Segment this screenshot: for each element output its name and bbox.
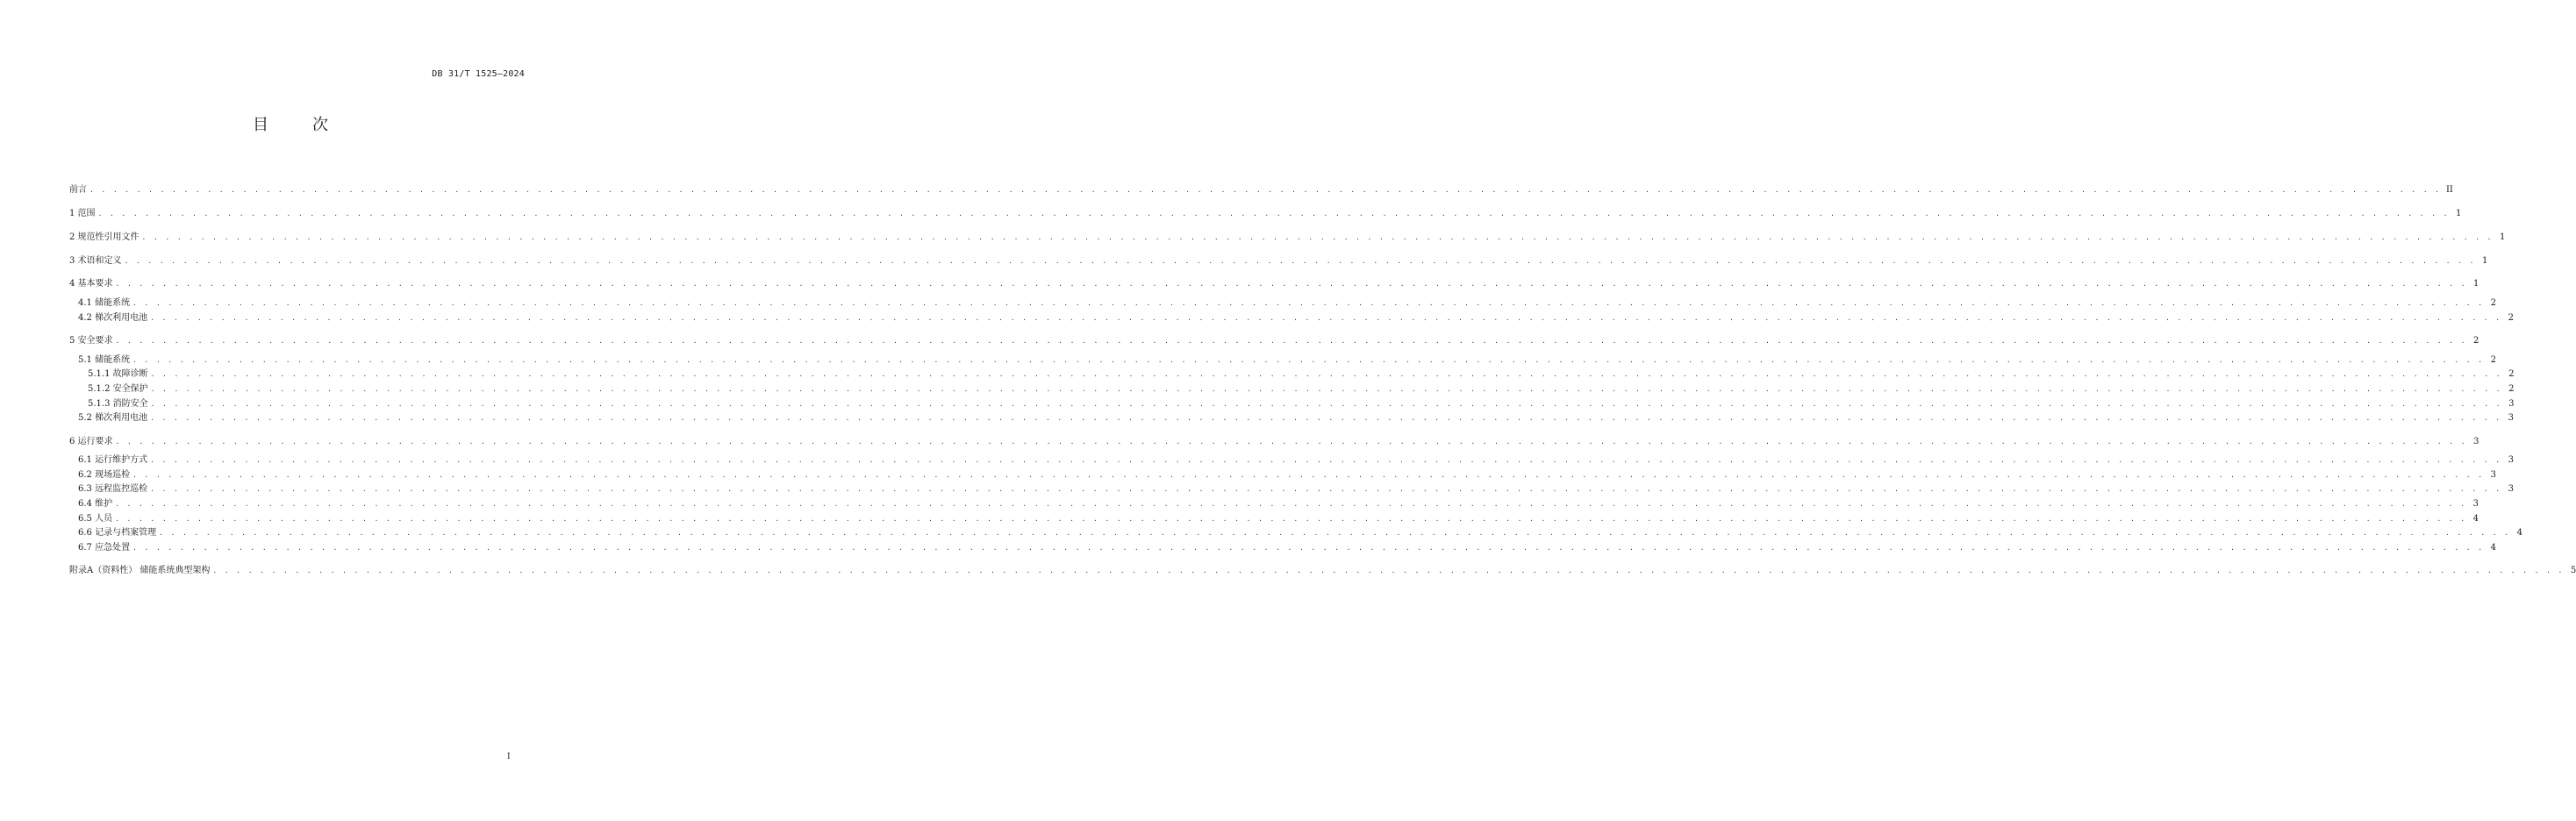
toc-entry[interactable]	[69, 512, 2479, 526]
toc-entry[interactable]	[69, 468, 2496, 482]
toc-entry-page: 1	[2473, 279, 2479, 289]
toc-entry-label: 5.1.1 故障诊断	[88, 369, 148, 379]
toc-entry[interactable]	[69, 277, 2479, 291]
page-number: I	[507, 753, 511, 761]
toc-leader-dots: . . . . . . . . . . . . . . . . . . . . . . . . . . . . . . . . . . . . . . . . . . . . . . . . . . . . . . . . . . . . . . . . . . . . . . . . . . . . . . . . . . . . . . . . . . . . . . . . . . . . . . . . . . . . . . . . . . . . . . . . . . . . . . . . . . . . . . . . . . . . . . . . . . . . . . . . . . . . . . . . . . . . . . . . . . . . . . . . . . . . . . . . . . . . . . . . . . . . . . . .	[132, 356, 2484, 364]
toc-entry-page: 1	[2456, 209, 2462, 218]
toc-entry-page: 3	[2472, 499, 2479, 509]
toc-entry[interactable]	[69, 397, 2515, 411]
toc-entry-page: 2	[2508, 369, 2515, 379]
toc-entry[interactable]	[69, 564, 2576, 578]
toc-leader-dots: . . . . . . . . . . . . . . . . . . . . . . . . . . . . . . . . . . . . . . . . . . . . . . . . . . . . . . . . . . . . . . . . . . . . . . . . . . . . . . . . . . . . . . . . . . . . . . . . . . . . . . . . . . . . . . . . . . . . . . . . . . . . . . . . . . . . . . . . . . . . . . . . . . . . . . . . . . . . . . . . . . . . . . . . . . . . . . . . . . . . . . . . . . . . . . . . . . . . . . . .	[212, 567, 2565, 575]
toc-entry-label: 2 规范性引用文件	[69, 232, 140, 242]
toc-leader-dots: . . . . . . . . . . . . . . . . . . . . . . . . . . . . . . . . . . . . . . . . . . . . . . . . . . . . . . . . . . . . . . . . . . . . . . . . . . . . . . . . . . . . . . . . . . . . . . . . . . . . . . . . . . . . . . . . . . . . . . . . . . . . . . . . . . . . . . . . . . . . . . . . . . . . . . . . . . . . . . . . . . . . . . . . . . . . . . . . . . . . . . . . . . . . . . . . . . . . . . . .	[150, 370, 2502, 378]
toc-entry[interactable]	[69, 453, 2514, 468]
toc-leader-dots: . . . . . . . . . . . . . . . . . . . . . . . . . . . . . . . . . . . . . . . . . . . . . . . . . . . . . . . . . . . . . . . . . . . . . . . . . . . . . . . . . . . . . . . . . . . . . . . . . . . . . . . . . . . . . . . . . . . . . . . . . . . . . . . . . . . . . . . . . . . . . . . . . . . . . . . . . . . . . . . . . . . . . . . . . . . . . . . . . . . . . . . . . . . . . . . . . . . . . . . .	[132, 544, 2484, 552]
toc-entry-page: 3	[2508, 413, 2514, 423]
toc-entry-label: 5.1.2 安全保护	[88, 384, 148, 394]
toc-leader-dots: . . . . . . . . . . . . . . . . . . . . . . . . . . . . . . . . . . . . . . . . . . . . . . . . . . . . . . . . . . . . . . . . . . . . . . . . . . . . . . . . . . . . . . . . . . . . . . . . . . . . . . . . . . . . . . . . . . . . . . . . . . . . . . . . . . . . . . . . . . . . . . . . . . . . . . . . . . . . . . . . . . . . . . . . . . . . . . . . . . . . . . . . . . . . . . . . . . . . . . . .	[150, 456, 2501, 464]
toc-leader-dots: . . . . . . . . . . . . . . . . . . . . . . . . . . . . . . . . . . . . . . . . . . . . . . . . . . . . . . . . . . . . . . . . . . . . . . . . . . . . . . . . . . . . . . . . . . . . . . . . . . . . . . . . . . . . . . . . . . . . . . . . . . . . . . . . . . . . . . . . . . . . . . . . . . . . . . . . . . . . . . . . . . . . . . . . . . . . . . . . . . . . . . . . . . . . . . . . . . . . . . . .	[150, 385, 2502, 393]
toc-leader-dots: . . . . . . . . . . . . . . . . . . . . . . . . . . . . . . . . . . . . . . . . . . . . . . . . . . . . . . . . . . . . . . . . . . . . . . . . . . . . . . . . . . . . . . . . . . . . . . . . . . . . . . . . . . . . . . . . . . . . . . . . . . . . . . . . . . . . . . . . . . . . . . . . . . . . . . . . . . . . . . . . . . . . . . . . . . . . . . . . . . . . . . . . . . . . . . . . . . . . . . . .	[115, 515, 2466, 523]
toc-entry-label: 6.5 人员	[78, 514, 113, 524]
toc-entry-page: 4	[2516, 528, 2522, 538]
toc-entry-label: 6.1 运行维护方式	[78, 455, 148, 465]
toc-entry[interactable]	[69, 311, 2514, 325]
toc-entry[interactable]	[69, 334, 2479, 348]
toc-entry-label: 6 运行要求	[69, 437, 113, 446]
toc-leader-dots: . . . . . . . . . . . . . . . . . . . . . . . . . . . . . . . . . . . . . . . . . . . . . . . . . . . . . . . . . . . . . . . . . . . . . . . . . . . . . . . . . . . . . . . . . . . . . . . . . . . . . . . . . . . . . . . . . . . . . . . . . . . . . . . . . . . . . . . . . . . . . . . . . . . . . . . . . . . . . . . . . . . . . . . . . . . . . . . . . . . . . . . . . . . . . . . . . . . . . . . .	[97, 210, 2450, 218]
toc-entry-label: 5.1.3 消防安全	[88, 399, 148, 409]
toc-entry-page: 3	[2508, 455, 2514, 465]
standard-code: DB 31/T 1525—2024	[432, 69, 525, 79]
toc-entry-label: 4.1 储能系统	[78, 298, 131, 308]
toc-leader-dots: . . . . . . . . . . . . . . . . . . . . . . . . . . . . . . . . . . . . . . . . . . . . . . . . . . . . . . . . . . . . . . . . . . . . . . . . . . . . . . . . . . . . . . . . . . . . . . . . . . . . . . . . . . . . . . . . . . . . . . . . . . . . . . . . . . . . . . . . . . . . . . . . . . . . . . . . . . . . . . . . . . . . . . . . . . . . . . . . . . . . . . . . . . . . . . . . . . . . . . . .	[124, 257, 2476, 265]
toc-entry-label: 4 基本要求	[69, 279, 113, 289]
toc-entry-page: 2	[2508, 313, 2514, 323]
toc-entry[interactable]	[69, 254, 2488, 268]
toc-entry-label: 前言	[69, 185, 87, 195]
toc-leader-dots: . . . . . . . . . . . . . . . . . . . . . . . . . . . . . . . . . . . . . . . . . . . . . . . . . . . . . . . . . . . . . . . . . . . . . . . . . . . . . . . . . . . . . . . . . . . . . . . . . . . . . . . . . . . . . . . . . . . . . . . . . . . . . . . . . . . . . . . . . . . . . . . . . . . . . . . . . . . . . . . . . . . . . . . . . . . . . . . . . . . . . . . . . . . . . . . . . . . . . . . .	[132, 299, 2484, 307]
toc-leader-dots: . . . . . . . . . . . . . . . . . . . . . . . . . . . . . . . . . . . . . . . . . . . . . . . . . . . . . . . . . . . . . . . . . . . . . . . . . . . . . . . . . . . . . . . . . . . . . . . . . . . . . . . . . . . . . . . . . . . . . . . . . . . . . . . . . . . . . . . . . . . . . . . . . . . . . . . . . . . . . . . . . . . . . . . . . . . . . . . . . . . . . . . . . . . . . . . . . . . . . . . .	[115, 438, 2467, 446]
toc-leader-dots: . . . . . . . . . . . . . . . . . . . . . . . . . . . . . . . . . . . . . . . . . . . . . . . . . . . . . . . . . . . . . . . . . . . . . . . . . . . . . . . . . . . . . . . . . . . . . . . . . . . . . . . . . . . . . . . . . . . . . . . . . . . . . . . . . . . . . . . . . . . . . . . . . . . . . . . . . . . . . . . . . . . . . . . . . . . . . . . . . . . . . . . . . . . . . . . . . . . . . . . .	[115, 500, 2466, 508]
toc-entry[interactable]	[69, 526, 2522, 540]
toc-leader-dots: . . . . . . . . . . . . . . . . . . . . . . . . . . . . . . . . . . . . . . . . . . . . . . . . . . . . . . . . . . . . . . . . . . . . . . . . . . . . . . . . . . . . . . . . . . . . . . . . . . . . . . . . . . . . . . . . . . . . . . . . . . . . . . . . . . . . . . . . . . . . . . . . . . . . . . . . . . . . . . . . . . . . . . . . . . . . . . . . . . . . . . . . . . . . . . . . . . . . . . . .	[141, 233, 2494, 241]
toc-entry-label: 5.1 储能系统	[78, 355, 131, 365]
toc-entry-page: 2	[2508, 384, 2515, 394]
toc-entry-label: 6.2 现场巡检	[78, 470, 131, 480]
toc-entry-label: 5.2 梯次利用电池	[78, 413, 148, 423]
toc-entry-page: 1	[2500, 232, 2506, 242]
toc-leader-dots: . . . . . . . . . . . . . . . . . . . . . . . . . . . . . . . . . . . . . . . . . . . . . . . . . . . . . . . . . . . . . . . . . . . . . . . . . . . . . . . . . . . . . . . . . . . . . . . . . . . . . . . . . . . . . . . . . . . . . . . . . . . . . . . . . . . . . . . . . . . . . . . . . . . . . . . . . . . . . . . . . . . . . . . . . . . . . . . . . . . . . . . . . . . . . . . . . . . . . . . .	[150, 414, 2501, 422]
toc-title: 目 次	[253, 116, 342, 134]
toc-entry-page: 4	[2472, 514, 2479, 524]
toc-leader-dots: . . . . . . . . . . . . . . . . . . . . . . . . . . . . . . . . . . . . . . . . . . . . . . . . . . . . . . . . . . . . . . . . . . . . . . . . . . . . . . . . . . . . . . . . . . . . . . . . . . . . . . . . . . . . . . . . . . . . . . . . . . . . . . . . . . . . . . . . . . . . . . . . . . . . . . . . . . . . . . . . . . . . . . . . . . . . . . . . . . . . . . . . . . . . . . . . . . . . . . . .	[159, 529, 2510, 537]
toc-leader-dots: . . . . . . . . . . . . . . . . . . . . . . . . . . . . . . . . . . . . . . . . . . . . . . . . . . . . . . . . . . . . . . . . . . . . . . . . . . . . . . . . . . . . . . . . . . . . . . . . . . . . . . . . . . . . . . . . . . . . . . . . . . . . . . . . . . . . . . . . . . . . . . . . . . . . . . . . . . . . . . . . . . . . . . . . . . . . . . . . . . . . . . . . . . . . . . . . . . . . . . . .	[115, 337, 2467, 345]
toc-entry-page: 3	[2508, 484, 2514, 494]
toc-entry-page: 3	[2508, 399, 2515, 409]
toc-entry[interactable]	[69, 353, 2496, 368]
toc-entry[interactable]	[69, 382, 2515, 396]
toc-entry[interactable]	[69, 368, 2515, 382]
toc-entry-page: II	[2445, 185, 2453, 195]
toc-entry-label: 6.4 维护	[78, 499, 113, 509]
toc-entry[interactable]	[69, 482, 2514, 496]
toc-entry-label: 5 安全要求	[69, 336, 113, 346]
toc-entry[interactable]	[69, 497, 2479, 511]
toc-entry-page: 2	[2473, 336, 2479, 346]
toc-entry[interactable]	[69, 541, 2496, 555]
toc-entry-page: 2	[2490, 298, 2496, 308]
toc-leader-dots: . . . . . . . . . . . . . . . . . . . . . . . . . . . . . . . . . . . . . . . . . . . . . . . . . . . . . . . . . . . . . . . . . . . . . . . . . . . . . . . . . . . . . . . . . . . . . . . . . . . . . . . . . . . . . . . . . . . . . . . . . . . . . . . . . . . . . . . . . . . . . . . . . . . . . . . . . . . . . . . . . . . . . . . . . . . . . . . . . . . . . . . . . . . . . . . . . . . . . . . .	[132, 471, 2484, 479]
toc-entry-label: 4.2 梯次利用电池	[78, 313, 148, 323]
toc-entry-label: 6.6 记录与档案管理	[78, 528, 157, 538]
toc-entry-label: 附录A（资料性） 储能系统典型架构	[69, 566, 211, 575]
toc-leader-dots: . . . . . . . . . . . . . . . . . . . . . . . . . . . . . . . . . . . . . . . . . . . . . . . . . . . . . . . . . . . . . . . . . . . . . . . . . . . . . . . . . . . . . . . . . . . . . . . . . . . . . . . . . . . . . . . . . . . . . . . . . . . . . . . . . . . . . . . . . . . . . . . . . . . . . . . . . . . . . . . . . . . . . . . . . . . . . . . . . . . . . . . . . . . . . . . . . . . . . . . .	[150, 314, 2501, 322]
toc-entry[interactable]	[69, 207, 2462, 221]
toc-entry[interactable]	[69, 296, 2496, 311]
toc-entry-page: 2	[2490, 355, 2496, 365]
toc-entry-label: 6.7 应急处置	[78, 543, 131, 553]
toc-entry-page: 5	[2570, 566, 2576, 575]
toc-entry[interactable]	[69, 411, 2514, 425]
toc-entry[interactable]	[69, 231, 2506, 245]
toc-entry[interactable]	[69, 435, 2479, 449]
toc-leader-dots: . . . . . . . . . . . . . . . . . . . . . . . . . . . . . . . . . . . . . . . . . . . . . . . . . . . . . . . . . . . . . . . . . . . . . . . . . . . . . . . . . . . . . . . . . . . . . . . . . . . . . . . . . . . . . . . . . . . . . . . . . . . . . . . . . . . . . . . . . . . . . . . . . . . . . . . . . . . . . . . . . . . . . . . . . . . . . . . . . . . . . . . . . . . . . . . . . . . . . . . .	[150, 485, 2501, 493]
toc-leader-dots: . . . . . . . . . . . . . . . . . . . . . . . . . . . . . . . . . . . . . . . . . . . . . . . . . . . . . . . . . . . . . . . . . . . . . . . . . . . . . . . . . . . . . . . . . . . . . . . . . . . . . . . . . . . . . . . . . . . . . . . . . . . . . . . . . . . . . . . . . . . . . . . . . . . . . . . . . . . . . . . . . . . . . . . . . . . . . . . . . . . . . . . . . . . . . . . . . . . . . . . .	[150, 400, 2502, 408]
toc-entry-label: 3 术语和定义	[69, 256, 122, 266]
toc-leader-dots: . . . . . . . . . . . . . . . . . . . . . . . . . . . . . . . . . . . . . . . . . . . . . . . . . . . . . . . . . . . . . . . . . . . . . . . . . . . . . . . . . . . . . . . . . . . . . . . . . . . . . . . . . . . . . . . . . . . . . . . . . . . . . . . . . . . . . . . . . . . . . . . . . . . . . . . . . . . . . . . . . . . . . . . . . . . . . . . . . . . . . . . . . . . . . . . . . . . . . . . .	[89, 186, 2441, 194]
toc-leader-dots: . . . . . . . . . . . . . . . . . . . . . . . . . . . . . . . . . . . . . . . . . . . . . . . . . . . . . . . . . . . . . . . . . . . . . . . . . . . . . . . . . . . . . . . . . . . . . . . . . . . . . . . . . . . . . . . . . . . . . . . . . . . . . . . . . . . . . . . . . . . . . . . . . . . . . . . . . . . . . . . . . . . . . . . . . . . . . . . . . . . . . . . . . . . . . . . . . . . . . . . .	[115, 280, 2467, 288]
toc-entry[interactable]	[69, 183, 2453, 197]
toc-entry-page: 4	[2490, 543, 2496, 553]
toc-entry-page: 3	[2473, 437, 2479, 446]
toc-entry-page: 3	[2490, 470, 2496, 480]
toc-entry-label: 6.3 远程监控巡检	[78, 484, 148, 494]
toc-entry-label: 1 范围	[69, 209, 96, 218]
toc-entry-page: 1	[2482, 256, 2488, 266]
